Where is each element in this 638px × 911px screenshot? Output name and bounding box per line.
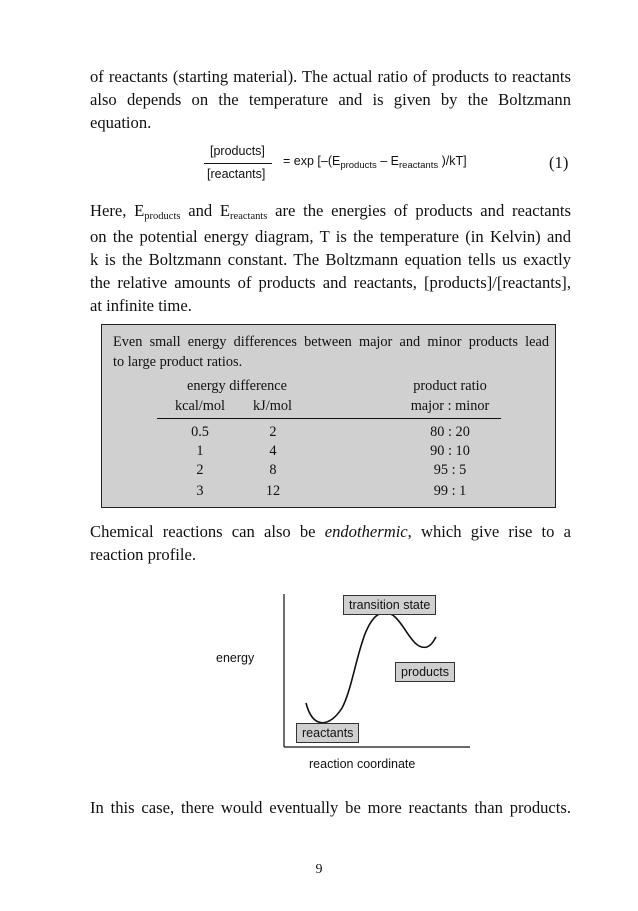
text-line: to large product ratios. [113, 354, 243, 370]
text-line: at infinite time. [90, 296, 192, 315]
equation-sub-reactants: reactants [399, 160, 439, 171]
text-line: equation. [90, 113, 152, 132]
emphasis-endothermic: endothermic [324, 522, 408, 541]
table-cell-ratio: 90 : 10 [430, 443, 470, 459]
text-run: are the energies of products and reactants [267, 201, 571, 220]
table-cell-kj: 12 [265, 483, 281, 499]
table-cell-ratio: 95 : 5 [433, 462, 467, 478]
paragraph-conclusion [90, 796, 571, 819]
table-cell-kj: 4 [269, 443, 277, 459]
table-cell-kj: 8 [269, 462, 277, 478]
subscript-reactants: reactants [230, 211, 268, 222]
page-number: 9 [315, 862, 323, 877]
equation-numerator: [products] [210, 144, 265, 158]
table-cell-ratio: 80 : 20 [430, 424, 470, 440]
subscript-products: products [144, 211, 181, 222]
equation-sub-products: products [340, 160, 377, 171]
column-ratio: major : minor [410, 398, 490, 414]
text-run: Chemical reactions can also be [90, 522, 325, 541]
header-energy-difference: energy difference [187, 378, 287, 394]
text-line: reaction profile. [90, 545, 196, 564]
text-line: the relative amounts of products and reactants, [products]/[reactants], [90, 273, 571, 292]
text-line: on the potential energy diagram, T is the temperature (in Kelvin) and [90, 227, 571, 246]
products-label: products [395, 662, 455, 682]
x-axis-label: reaction coordinate [309, 757, 416, 771]
column-kj: kJ/mol [253, 398, 292, 414]
y-axis-label: energy [216, 651, 255, 665]
text-line: Even small energy differences between major and minor products lead [113, 334, 549, 350]
text-line: k is the Boltzmann constant. The Boltzmann equation tells us exactly [90, 250, 571, 269]
table-cell-kj: 2 [269, 424, 277, 440]
column-kcal: kcal/mol [174, 398, 226, 414]
reactants-label: reactants [296, 723, 359, 743]
text-run: , which give rise to a [407, 522, 571, 541]
text-run: Here, E [90, 201, 145, 220]
text-line: also depends on the temperature and is given by the Boltzmann [90, 90, 571, 109]
transition-state-label: transition state [343, 595, 436, 615]
equation-rhs-suffix: )/kT] [438, 154, 467, 168]
equation-rhs-prefix: = exp [–(E [283, 154, 341, 168]
header-product-ratio: product ratio [413, 378, 487, 394]
text-line: of reactants (starting material). The actual ratio of products to reactants [90, 67, 571, 86]
equation-denominator: [reactants] [207, 167, 266, 181]
table-cell-kcal: 3 [196, 483, 204, 499]
equation-minus: – E [376, 154, 400, 168]
equation-number: (1) [549, 153, 569, 172]
text-line: In this case, there would eventually be more reactants than products. [90, 798, 571, 817]
table-cell-kcal: 2 [196, 462, 204, 478]
table-cell-kcal: 1 [196, 443, 204, 459]
table-cell-ratio: 99 : 1 [433, 483, 467, 499]
table-cell-kcal: 0.5 [191, 424, 209, 440]
text-run: and E [180, 201, 231, 220]
